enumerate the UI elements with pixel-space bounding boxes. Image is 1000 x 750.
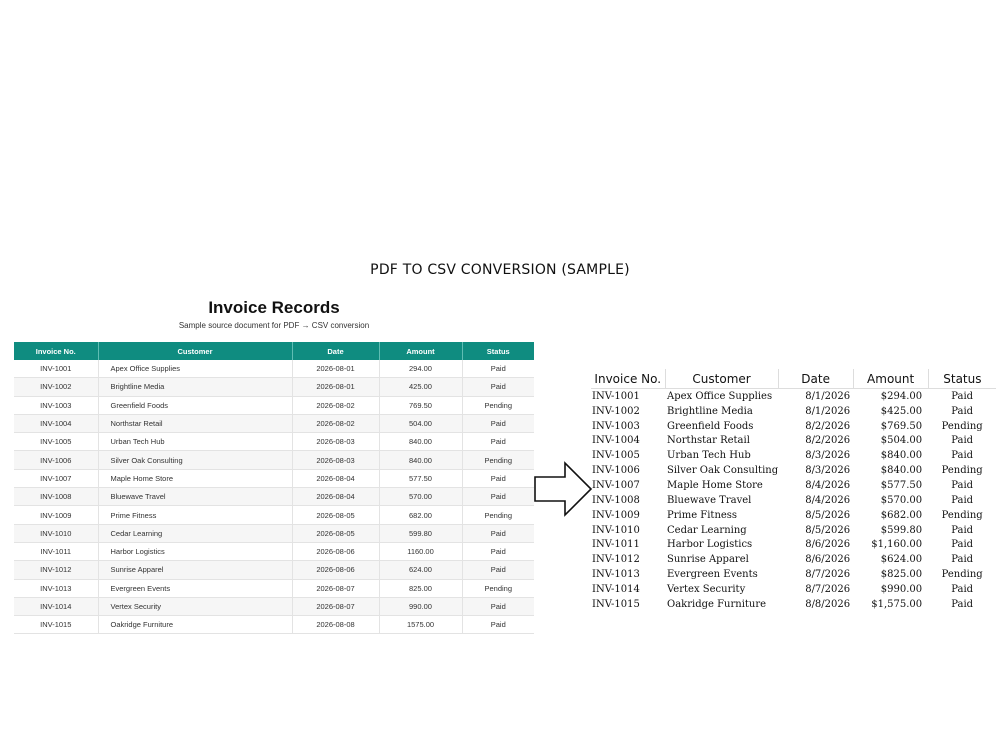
pdf-column-header: Status <box>462 342 534 360</box>
pdf-cell: INV-1014 <box>14 597 98 615</box>
pdf-cell: 504.00 <box>379 414 462 432</box>
pdf-cell: Pending <box>462 396 534 414</box>
csv-cell: Northstar Retail <box>667 435 750 447</box>
pdf-cell: 1575.00 <box>379 616 462 634</box>
pdf-table-row <box>14 579 534 597</box>
csv-cell: Pending <box>941 465 983 477</box>
csv-cell: Evergreen Events <box>667 569 758 581</box>
pdf-cell: 294.00 <box>379 360 462 378</box>
csv-column-header: Invoice No. <box>591 369 665 389</box>
pdf-cell: Harbor Logistics <box>98 542 292 560</box>
pdf-column-header: Date <box>292 342 379 360</box>
pdf-document <box>14 297 534 634</box>
pdf-table-row <box>14 616 534 634</box>
csv-cell: Sunrise Apparel <box>667 554 749 566</box>
csv-cell: Greenfield Foods <box>667 420 754 432</box>
pdf-title: Invoice Records <box>208 298 340 317</box>
pdf-cell: Paid <box>462 542 534 560</box>
csv-cell: INV-1015 <box>592 598 640 610</box>
pdf-cell: Sunrise Apparel <box>98 561 292 579</box>
csv-cell: INV-1002 <box>592 405 640 417</box>
csv-cell: INV-1005 <box>592 450 640 462</box>
pdf-cell: INV-1011 <box>14 542 98 560</box>
csv-cell: Prime Fitness <box>667 509 738 521</box>
pdf-subtitle: Sample source document for PDF → CSV conversion <box>178 321 370 330</box>
csv-cell: INV-1007 <box>592 479 640 491</box>
csv-table-row <box>591 389 996 404</box>
pdf-cell: 599.80 <box>379 524 462 542</box>
csv-cell: $570.00 <box>880 494 923 506</box>
pdf-table-row <box>14 506 534 524</box>
pdf-table-row <box>14 542 534 560</box>
csv-cell: Paid <box>951 435 974 447</box>
pdf-cell: Paid <box>462 524 534 542</box>
csv-cell: INV-1009 <box>592 509 640 521</box>
csv-cell: Paid <box>951 539 974 551</box>
pdf-cell: INV-1002 <box>14 378 98 396</box>
csv-cell: Urban Tech Hub <box>667 450 751 462</box>
csv-table-row <box>591 404 996 419</box>
pdf-cell: Bluewave Travel <box>98 488 292 506</box>
pdf-cell: Pending <box>462 451 534 469</box>
pdf-cell: INV-1009 <box>14 506 98 524</box>
pdf-table-row <box>14 561 534 579</box>
pdf-cell: INV-1013 <box>14 579 98 597</box>
pdf-cell: 2026-08-04 <box>292 488 379 506</box>
pdf-cell: 624.00 <box>379 561 462 579</box>
csv-table-row <box>591 582 996 597</box>
csv-cell: Pending <box>941 509 983 521</box>
csv-cell: Vertex Security <box>667 583 746 595</box>
csv-cell: Paid <box>951 598 974 610</box>
pdf-cell: Paid <box>462 597 534 615</box>
csv-cell: 8/4/2026 <box>805 479 851 491</box>
pdf-cell: 825.00 <box>379 579 462 597</box>
pdf-cell: 425.00 <box>379 378 462 396</box>
pdf-cell: 2026-08-07 <box>292 579 379 597</box>
csv-cell: 8/1/2026 <box>805 405 851 417</box>
csv-cell: 8/2/2026 <box>805 435 851 447</box>
slide-title: PDF TO CSV CONVERSION (SAMPLE) <box>370 262 630 278</box>
pdf-table-row <box>14 451 534 469</box>
csv-cell: Maple Home Store <box>667 479 763 491</box>
csv-cell: $825.00 <box>880 569 923 581</box>
csv-table-row <box>591 478 996 493</box>
pdf-cell: Evergreen Events <box>98 579 292 597</box>
csv-cell: $990.00 <box>880 583 923 595</box>
pdf-table-row <box>14 378 534 396</box>
csv-cell: INV-1004 <box>592 435 640 447</box>
pdf-table-row <box>14 488 534 506</box>
pdf-cell: 2026-08-02 <box>292 414 379 432</box>
csv-column-header: Date <box>778 369 853 389</box>
csv-cell: Oakridge Furniture <box>667 598 767 610</box>
csv-cell: $1,160.00 <box>871 539 923 551</box>
csv-cell: $769.50 <box>880 420 923 432</box>
csv-column-header: Customer <box>665 369 778 389</box>
pdf-cell: INV-1006 <box>14 451 98 469</box>
pdf-cell: Paid <box>462 360 534 378</box>
csv-cell: 8/2/2026 <box>805 420 851 432</box>
csv-cell: 8/7/2026 <box>805 569 851 581</box>
csv-table-row <box>591 493 996 508</box>
csv-cell: INV-1014 <box>592 583 640 595</box>
pdf-cell: Paid <box>462 378 534 396</box>
pdf-cell: Prime Fitness <box>98 506 292 524</box>
pdf-table-row <box>14 414 534 432</box>
csv-cell: 8/6/2026 <box>805 539 851 551</box>
csv-cell: $599.80 <box>880 524 923 536</box>
csv-cell: Paid <box>951 524 974 536</box>
pdf-cell: 2026-08-03 <box>292 433 379 451</box>
csv-cell: Apex Office Supplies <box>667 390 773 402</box>
pdf-cell: 2026-08-01 <box>292 360 379 378</box>
pdf-cell: INV-1005 <box>14 433 98 451</box>
csv-cell: 8/5/2026 <box>805 524 851 536</box>
pdf-cell: Oakridge Furniture <box>98 616 292 634</box>
pdf-cell: 682.00 <box>379 506 462 524</box>
pdf-cell: Maple Home Store <box>98 469 292 487</box>
csv-cell: 8/7/2026 <box>805 583 851 595</box>
pdf-cell: 2026-08-04 <box>292 469 379 487</box>
csv-cell: 8/8/2026 <box>805 598 851 610</box>
pdf-cell: INV-1004 <box>14 414 98 432</box>
csv-cell: Cedar Learning <box>667 524 747 536</box>
csv-cell: Bluewave Travel <box>667 494 752 506</box>
pdf-cell: Paid <box>462 433 534 451</box>
pdf-cell: 2026-08-07 <box>292 597 379 615</box>
csv-cell: 8/5/2026 <box>805 509 851 521</box>
csv-cell: INV-1013 <box>592 569 640 581</box>
csv-cell: $577.50 <box>880 479 923 491</box>
csv-cell: INV-1001 <box>592 390 640 402</box>
csv-cell: INV-1008 <box>592 494 640 506</box>
csv-cell: $840.00 <box>880 465 923 477</box>
csv-cell: $294.00 <box>880 390 923 402</box>
pdf-cell: 2026-08-06 <box>292 542 379 560</box>
csv-table-row <box>591 523 996 538</box>
pdf-table-row <box>14 469 534 487</box>
pdf-table-row <box>14 360 534 378</box>
pdf-cell: 577.50 <box>379 469 462 487</box>
csv-table-row <box>591 434 996 449</box>
csv-cell: Paid <box>951 405 974 417</box>
csv-cell: $425.00 <box>880 405 923 417</box>
csv-cell: 8/3/2026 <box>805 450 851 462</box>
csv-cell: Paid <box>951 479 974 491</box>
pdf-cell: 2026-08-08 <box>292 616 379 634</box>
csv-table-row <box>591 537 996 552</box>
csv-cell: Paid <box>951 390 974 402</box>
csv-table-row <box>591 567 996 582</box>
pdf-cell: 570.00 <box>379 488 462 506</box>
pdf-cell: INV-1003 <box>14 396 98 414</box>
csv-cell: Paid <box>951 450 974 462</box>
csv-cell: INV-1011 <box>592 539 640 551</box>
pdf-cell: 990.00 <box>379 597 462 615</box>
pdf-cell: Cedar Learning <box>98 524 292 542</box>
pdf-column-header: Invoice No. <box>14 342 98 360</box>
pdf-cell: 2026-08-05 <box>292 524 379 542</box>
pdf-cell: INV-1001 <box>14 360 98 378</box>
csv-table-row <box>591 597 996 612</box>
csv-cell: INV-1010 <box>592 524 640 536</box>
csv-cell: 8/4/2026 <box>805 494 851 506</box>
pdf-column-header: Customer <box>98 342 292 360</box>
pdf-cell: Brightline Media <box>98 378 292 396</box>
csv-table-row <box>591 419 996 434</box>
pdf-cell: Apex Office Supplies <box>98 360 292 378</box>
pdf-cell: INV-1007 <box>14 469 98 487</box>
csv-cell: Silver Oak Consulting <box>667 465 779 477</box>
pdf-cell: INV-1008 <box>14 488 98 506</box>
csv-cell: Paid <box>951 494 974 506</box>
csv-table-row <box>591 508 996 523</box>
csv-cell: 8/6/2026 <box>805 554 851 566</box>
pdf-cell: 2026-08-02 <box>292 396 379 414</box>
csv-cell: 8/3/2026 <box>805 465 851 477</box>
csv-cell: $504.00 <box>880 435 923 447</box>
csv-cell: $1,575.00 <box>871 598 923 610</box>
pdf-cell: Silver Oak Consulting <box>98 451 292 469</box>
csv-cell: Brightline Media <box>667 405 753 417</box>
csv-table-row <box>591 552 996 567</box>
pdf-cell: Paid <box>462 616 534 634</box>
csv-invoice-table <box>591 369 996 612</box>
csv-cell: Pending <box>941 569 983 581</box>
pdf-cell: 2026-08-03 <box>292 451 379 469</box>
pdf-cell: 840.00 <box>379 433 462 451</box>
pdf-cell: 1160.00 <box>379 542 462 560</box>
pdf-invoice-table <box>14 342 534 634</box>
pdf-column-header: Amount <box>379 342 462 360</box>
pdf-cell: Vertex Security <box>98 597 292 615</box>
pdf-table-row <box>14 433 534 451</box>
right-arrow-icon <box>533 461 593 517</box>
csv-column-header: Amount <box>853 369 928 389</box>
pdf-cell: Paid <box>462 469 534 487</box>
pdf-cell: Pending <box>462 506 534 524</box>
csv-cell: Paid <box>951 554 974 566</box>
pdf-cell: 769.50 <box>379 396 462 414</box>
pdf-cell: Paid <box>462 561 534 579</box>
pdf-cell: 2026-08-05 <box>292 506 379 524</box>
pdf-table-row <box>14 597 534 615</box>
pdf-cell: Greenfield Foods <box>98 396 292 414</box>
pdf-cell: Urban Tech Hub <box>98 433 292 451</box>
pdf-table-row <box>14 396 534 414</box>
pdf-cell: 2026-08-01 <box>292 378 379 396</box>
csv-cell: INV-1006 <box>592 465 640 477</box>
csv-cell: INV-1003 <box>592 420 640 432</box>
csv-cell: $682.00 <box>880 509 923 521</box>
pdf-cell: Paid <box>462 488 534 506</box>
pdf-cell: Paid <box>462 414 534 432</box>
csv-cell: $624.00 <box>880 554 923 566</box>
csv-cell: Pending <box>941 420 983 432</box>
pdf-cell: INV-1015 <box>14 616 98 634</box>
csv-cell: $840.00 <box>880 450 923 462</box>
csv-cell: INV-1012 <box>592 554 640 566</box>
pdf-cell: INV-1012 <box>14 561 98 579</box>
pdf-cell: Northstar Retail <box>98 414 292 432</box>
csv-column-header: Status <box>928 369 996 389</box>
csv-table-row <box>591 448 996 463</box>
csv-cell: Harbor Logistics <box>667 539 753 551</box>
pdf-table-row <box>14 524 534 542</box>
csv-cell: Paid <box>951 583 974 595</box>
pdf-cell: INV-1010 <box>14 524 98 542</box>
csv-cell: 8/1/2026 <box>805 390 851 402</box>
csv-table-row <box>591 463 996 478</box>
pdf-cell: Pending <box>462 579 534 597</box>
pdf-cell: 2026-08-06 <box>292 561 379 579</box>
pdf-cell: 840.00 <box>379 451 462 469</box>
